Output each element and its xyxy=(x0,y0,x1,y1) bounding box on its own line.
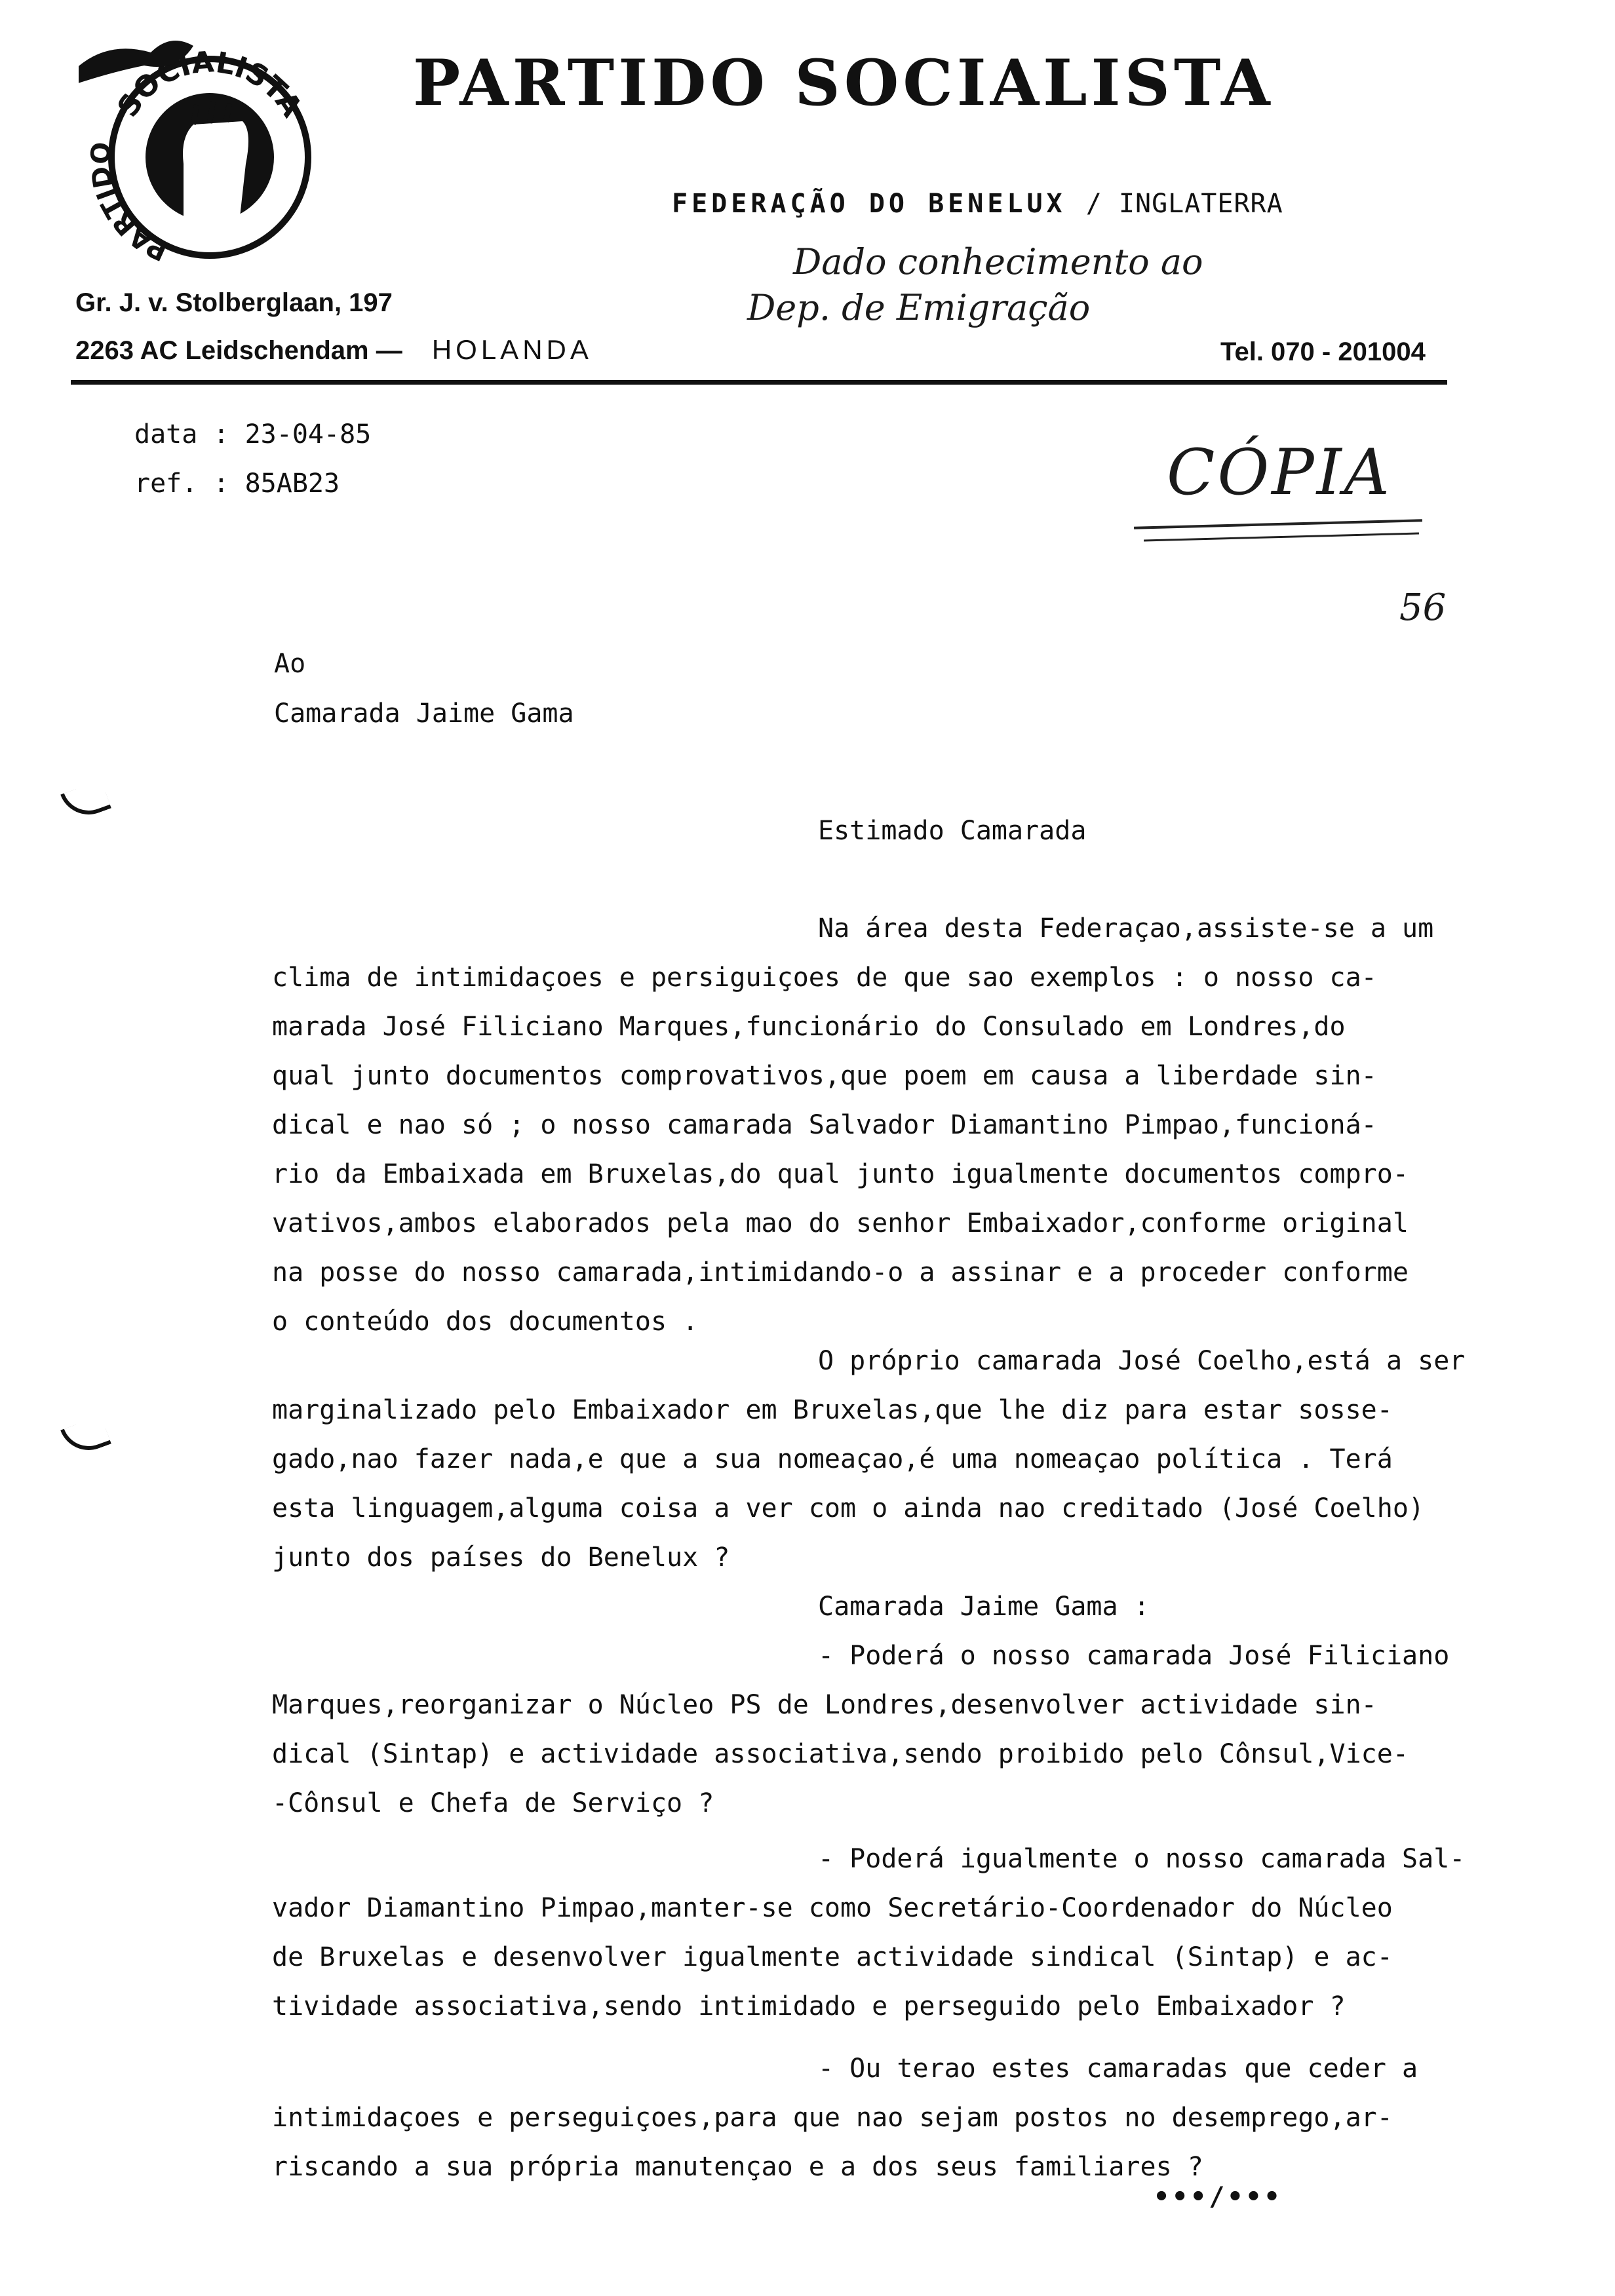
paragraph xyxy=(272,1582,1449,1828)
letter-date: data : 23-04-85 xyxy=(134,419,372,450)
paragraph-line: vador Diamantino Pimpao,manter-se como Secretário-Coordenador do Núcleo xyxy=(272,1893,1393,1923)
paragraph-line: Marques,reorganizar o Núcleo PS de Londres,desenvolver actividade sin- xyxy=(272,1690,1377,1720)
paragraph-line: junto dos países do Benelux ? xyxy=(272,1542,730,1573)
paragraph-line: gado,nao fazer nada,e que a sua nomeaçao,é uma nomeaçao política . Terá xyxy=(272,1444,1393,1474)
federation-line xyxy=(672,189,1283,219)
party-name-heading: PARTIDO SOCIALISTA xyxy=(413,46,1274,120)
paragraph-line: rio da Embaixada em Bruxelas,do qual junto igualmente documentos compro- xyxy=(272,1159,1409,1189)
paragraph xyxy=(272,904,1433,1347)
paragraph-line: riscando a sua própria manutençao e a dos seus familiares ? xyxy=(272,2152,1203,2182)
paragraph-line: intimidaçoes e perseguiçoes,para que nao sejam postos no desemprego,ar- xyxy=(272,2103,1393,2133)
address-separator: — xyxy=(376,336,402,365)
paragraph-line: Na área desta Federaçao,assiste-se a um xyxy=(818,913,1434,944)
page-mark: 56 xyxy=(1399,586,1447,629)
paragraph-line: qual junto documentos comprovativos,que poem em causa a liberdade sin- xyxy=(272,1061,1377,1091)
paragraph-line: dical e nao só ; o nosso camarada Salvador Diamantino Pimpao,funcioná- xyxy=(272,1110,1377,1140)
salutation: Estimado Camarada xyxy=(818,816,1087,846)
paragraph-line: clima de intimidaçoes e persiguiçoes de que sao exemplos : o nosso ca- xyxy=(272,963,1377,993)
copia-underline xyxy=(1144,533,1419,542)
letterhead-divider xyxy=(71,380,1447,385)
paragraph-line: na posse do nosso camarada,intimidando-o a assinar e a proceder conforme xyxy=(272,1257,1409,1288)
continuation-mark: •••/••• xyxy=(1154,2182,1283,2212)
punch-mark xyxy=(60,1415,111,1459)
paragraph-line: dical (Sintap) e actividade associativa,sendo proibido pelo Cônsul,Vice- xyxy=(272,1739,1409,1769)
copia-stamp: CÓPIA xyxy=(1167,436,1392,509)
address-postcode-city: 2263 AC Leidschendam xyxy=(75,336,369,365)
paragraph-line: - Poderá o nosso camarada José Filiciano xyxy=(818,1641,1450,1671)
handwritten-note-line1: Dado conhecimento ao xyxy=(793,241,1203,282)
punch-mark xyxy=(60,780,111,823)
paragraph-line: -Cônsul e Chefa de Serviço ? xyxy=(272,1788,714,1818)
paragraph xyxy=(272,1835,1465,2031)
recipient-line1: Ao xyxy=(274,649,306,679)
svg-text:PARTIDO: PARTIDO xyxy=(85,140,172,267)
paragraph-line: vativos,ambos elaborados pela mao do senhor Embaixador,conforme original xyxy=(272,1208,1409,1238)
svg-text:SOCIALISTA: SOCIALISTA xyxy=(111,45,309,123)
handwritten-note-line2: Dep. de Emigração xyxy=(747,287,1091,328)
paragraph-line: - Ou terao estes camaradas que ceder a xyxy=(818,2054,1418,2084)
paragraph-line: marada José Filiciano Marques,funcionário do Consulado em Londres,do xyxy=(272,1012,1346,1042)
copia-underline xyxy=(1134,519,1422,529)
paragraph xyxy=(272,2044,1418,2192)
federation-name: FEDERAÇÃO DO BENELUX xyxy=(672,189,1066,219)
region-name: / INGLATERRA xyxy=(1085,189,1283,219)
paragraph-line: de Bruxelas e desenvolver igualmente actividade sindical (Sintap) e ac- xyxy=(272,1942,1393,1972)
address-city-line xyxy=(75,334,593,366)
recipient-name: Camarada Jaime Gama xyxy=(274,698,574,729)
paragraph-line: O próprio camarada José Coelho,está a ser xyxy=(818,1346,1466,1376)
address-street: Gr. J. v. Stolberglaan, 197 xyxy=(75,288,393,317)
paragraph xyxy=(272,1337,1465,1582)
telephone: Tel. 070 - 201004 xyxy=(1220,337,1426,366)
paragraph-line: o conteúdo dos documentos . xyxy=(272,1307,699,1337)
address-country: HOLANDA xyxy=(431,334,593,365)
party-logo xyxy=(79,26,341,275)
paragraph-line: marginalizado pelo Embaixador em Bruxelas,que lhe diz para estar sosse- xyxy=(272,1395,1393,1425)
paragraph-line: Camarada Jaime Gama : xyxy=(818,1592,1150,1622)
paragraph-line: esta linguagem,alguma coisa a ver com o ainda nao creditado (José Coelho) xyxy=(272,1493,1424,1523)
paragraph-line: - Poderá igualmente o nosso camarada Sal- xyxy=(818,1844,1466,1874)
letter-reference: ref. : 85AB23 xyxy=(134,469,340,499)
paragraph-line: tividade associativa,sendo intimidado e perseguido pelo Embaixador ? xyxy=(272,1991,1346,2021)
